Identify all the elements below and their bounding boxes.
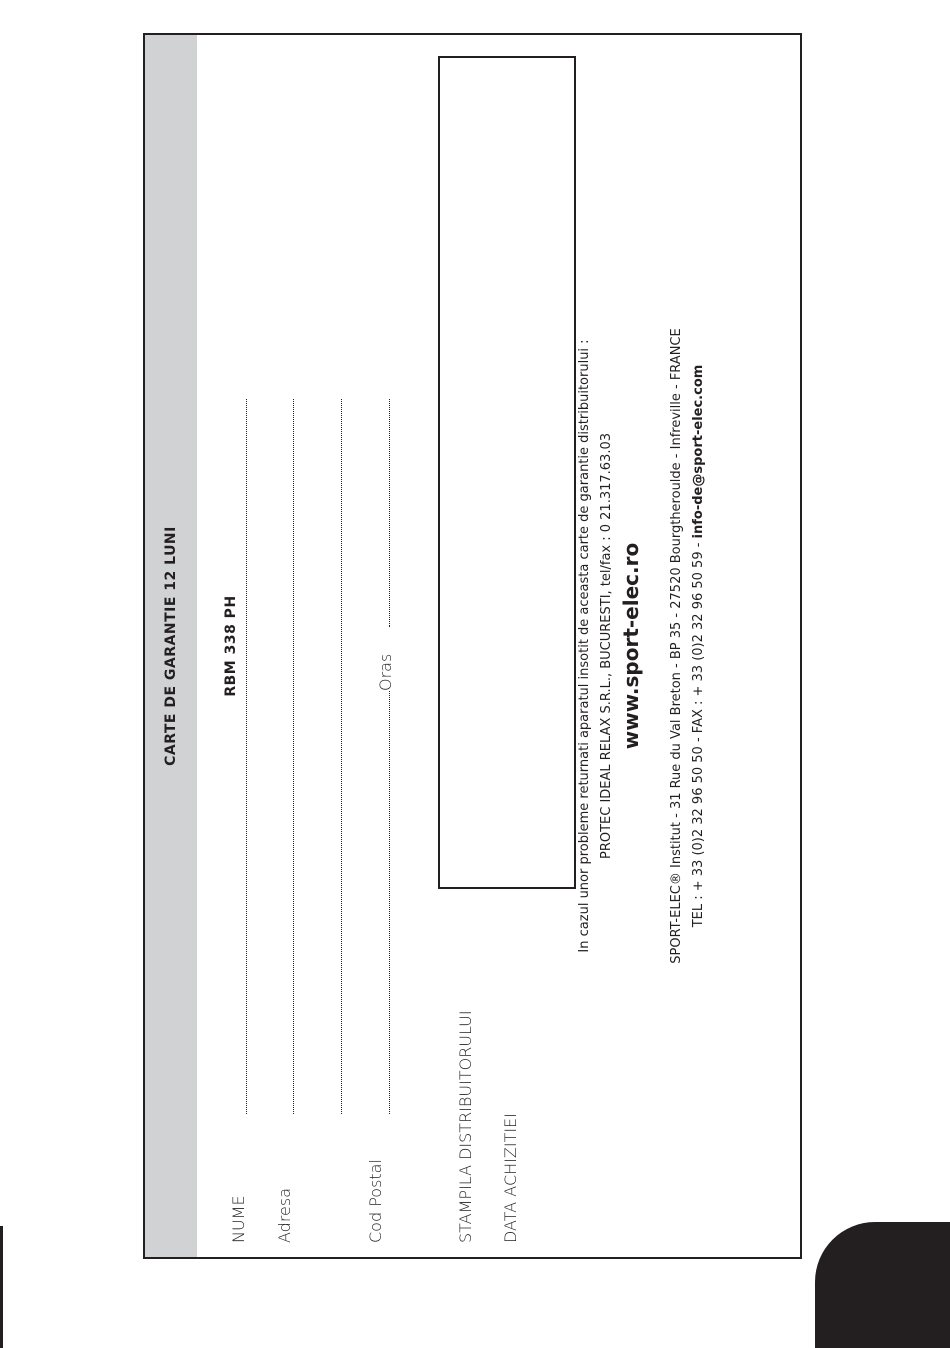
company-contact — [691, 35, 706, 1257]
page-edge-mark — [0, 1226, 3, 1348]
page-number-tab — [815, 1222, 950, 1348]
address-line-2[interactable] — [341, 399, 342, 1114]
distributor-info: PROTEC IDEAL RELAX S.R.L., BUCURESTI, tel/fax : 0 21.317.63.03 — [599, 433, 614, 860]
website-link[interactable]: www.sport-elec.ro — [619, 542, 643, 750]
name-line[interactable] — [246, 399, 247, 1114]
name-label: NUME — [229, 1195, 248, 1243]
card-title: CARTE DE GARANTIE 12 LUNI — [163, 526, 179, 766]
model-name: RBM 338 PH — [223, 595, 239, 697]
phone-fax: TEL : + 33 (0)2 32 96 50 50 - FAX : + 33 (0)2 32 96 50 59 - — [691, 538, 706, 928]
email-link[interactable]: info-de@sport-elec.com — [691, 364, 706, 539]
postal-code-line[interactable] — [389, 691, 390, 1114]
stamp-label: STAMPILA DISTRIBUITORULUI — [456, 1010, 475, 1243]
postal-code-label: Cod Postal — [366, 1159, 385, 1243]
address-label: Adresa — [275, 1187, 294, 1243]
warranty-card-content — [145, 35, 800, 1257]
address-line-1[interactable] — [293, 399, 294, 1114]
company-address: SPORT-ELEC® Institut - 31 Rue du Val Breton - BP 35 - 27520 Bourgtheroulde - Infreville - FRANCE — [669, 328, 684, 964]
stamp-box — [438, 56, 576, 889]
warranty-card — [143, 33, 802, 1259]
return-notice: In cazul unor probleme returnati aparatul insotit de aceasta carte de garantie distribuitorului : — [577, 339, 592, 953]
city-line[interactable] — [389, 399, 390, 627]
purchase-date-label: DATA ACHIZITIEI — [501, 1113, 520, 1243]
city-label: Oras — [376, 653, 395, 691]
